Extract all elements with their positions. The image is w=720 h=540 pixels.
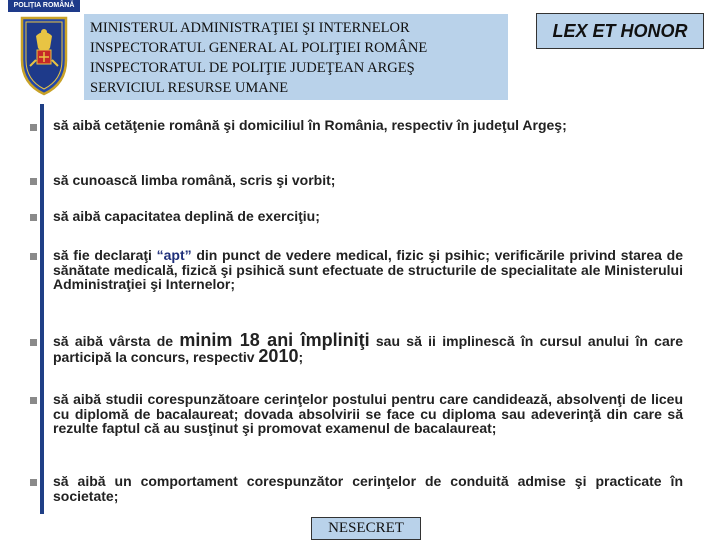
requirement-education: să aibă studii corespunzătoare cerinţelor postului pentru care candidează, absolvenţi de liceu cu diplomă de bacalaureat; dovada absolvirii se face cu diploma sau adeverinţă din care să rezulte faptul că au susţinut şi promovat examenul de bacalaureat; <box>53 391 683 436</box>
requirement-age <box>53 330 683 366</box>
header-line-service: SERVICIUL RESURSE UMANE <box>90 80 289 96</box>
bullet-icon <box>30 214 37 221</box>
bullet-icon <box>30 124 37 131</box>
bullet-icon <box>30 178 37 185</box>
requirement-capacity: să aibă capacitatea deplină de exerciţiu; <box>53 208 320 224</box>
header-line-county-inspectorate: INSPECTORATUL DE POLIŢIE JUDEŢEAN ARGEŞ <box>90 60 415 76</box>
age-highlight: minim 18 ani împliniţi <box>179 330 370 350</box>
classification-label: NESECRET <box>311 517 421 540</box>
age-text-mid: sau să ii implinescă în cursul anului în care participă la concurs, respectiv <box>53 333 683 365</box>
police-logo <box>8 0 80 100</box>
bullet-icon <box>30 479 37 486</box>
requirement-citizenship: să aibă cetăţenie română şi domiciliul în România, respectiv în judeţul Argeş; <box>53 117 567 133</box>
logo-caption: POLIȚIA ROMÂNĂ <box>8 0 80 12</box>
requirement-medical <box>53 248 683 292</box>
apt-highlight: “apt” <box>156 247 192 263</box>
bullet-icon <box>30 253 37 260</box>
motto-banner: LEX ET HONOR <box>536 13 704 49</box>
coat-of-arms-icon <box>14 14 74 96</box>
bullet-icon <box>30 339 37 346</box>
header-line-ministry: MINISTERUL ADMINISTRAŢIEI ŞI INTERNELOR <box>90 20 410 36</box>
requirement-language: să cunoască limba română, scris şi vorbit; <box>53 172 336 188</box>
requirement-conduct: să aibă un comportament corespunzător cerinţelor de conduită admise şi practicate în societate; <box>53 473 683 504</box>
age-text-post: ; <box>298 348 304 365</box>
accent-divider <box>40 104 44 514</box>
age-text-pre: să aibă vârsta de <box>53 333 180 349</box>
institution-header <box>84 14 508 100</box>
age-year: 2010 <box>258 345 299 366</box>
medical-text-pre: să fie declaraţi <box>53 247 157 263</box>
header-line-general-inspectorate: INSPECTORATUL GENERAL AL POLIŢIEI ROMÂNE <box>90 40 428 56</box>
medical-text-post: din punct de vedere medical, fizic şi psihic; verificările privind starea de sănătate medicală, fizică şi psihică sunt efectuate de structurile de specialitate ale Ministerului Administraţiei şi Internelor; <box>53 247 683 292</box>
bullet-icon <box>30 397 37 404</box>
